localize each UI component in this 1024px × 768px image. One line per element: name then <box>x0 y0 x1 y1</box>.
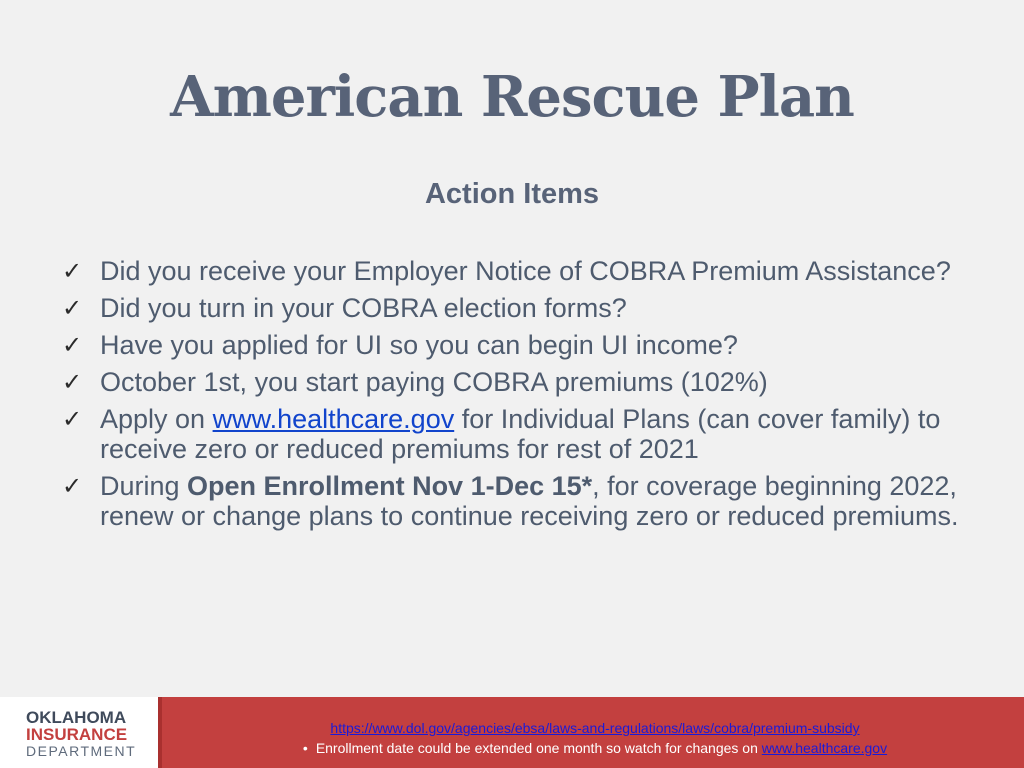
list-item <box>60 330 980 360</box>
logo-line-1: OKLAHOMA <box>26 708 127 727</box>
item-text: October 1st, you start paying COBRA premiums (102%) <box>100 367 768 397</box>
action-items-list <box>60 256 980 538</box>
item-text: Have you applied for UI so you can begin UI income? <box>100 330 738 360</box>
footer-bar <box>0 697 1024 768</box>
slide-subtitle: Action Items <box>424 178 600 210</box>
item-text: Did you turn in your COBRA election forms? <box>100 293 627 323</box>
item-text-post: for Individual Plans (can cover family) to receive zero or reduced premiums for rest of 2021 <box>100 404 941 464</box>
item-text-post: , for coverage beginning 2022, renew or change plans to continue receiving zero or reduced premiums. <box>100 471 959 531</box>
footer-healthcare-gov-link[interactable]: www.healthcare.gov <box>761 740 888 756</box>
slide-title: American Rescue Plan <box>170 64 854 130</box>
item-text: Did you receive your Employer Notice of COBRA Premium Assistance? <box>100 256 951 286</box>
list-item <box>60 256 980 286</box>
footer-note <box>200 738 990 758</box>
footer-note-text: Enrollment date could be extended one month so watch for changes on <box>315 740 762 756</box>
list-item <box>60 404 980 464</box>
dol-cobra-subsidy-link[interactable]: https://www.dol.gov/agencies/ebsa/laws-and-regulations/laws/cobra/premium-subsidy <box>330 720 860 736</box>
oklahoma-insurance-department-logo <box>0 697 162 768</box>
checkmark-icon: ✓ <box>62 331 83 359</box>
checkmark-icon: ✓ <box>62 257 83 285</box>
list-item <box>60 293 980 323</box>
item-text-pre: Apply on <box>100 404 213 434</box>
checkmark-icon: ✓ <box>62 472 83 500</box>
logo-line-3: DEPARTMENT <box>26 743 137 759</box>
checkmark-icon: ✓ <box>62 405 83 433</box>
logo-line-2: INSURANCE <box>26 725 128 744</box>
list-item <box>60 471 980 531</box>
item-text-pre: During <box>100 471 188 501</box>
healthcare-gov-link[interactable]: www.healthcare.gov <box>212 404 455 434</box>
footer-links <box>200 718 990 758</box>
checkmark-icon: ✓ <box>62 294 83 322</box>
checkmark-icon: ✓ <box>62 368 83 396</box>
bullet-icon: • <box>302 740 308 756</box>
open-enrollment-dates: Open Enrollment Nov 1-Dec 15* <box>187 471 593 501</box>
list-item <box>60 367 980 397</box>
